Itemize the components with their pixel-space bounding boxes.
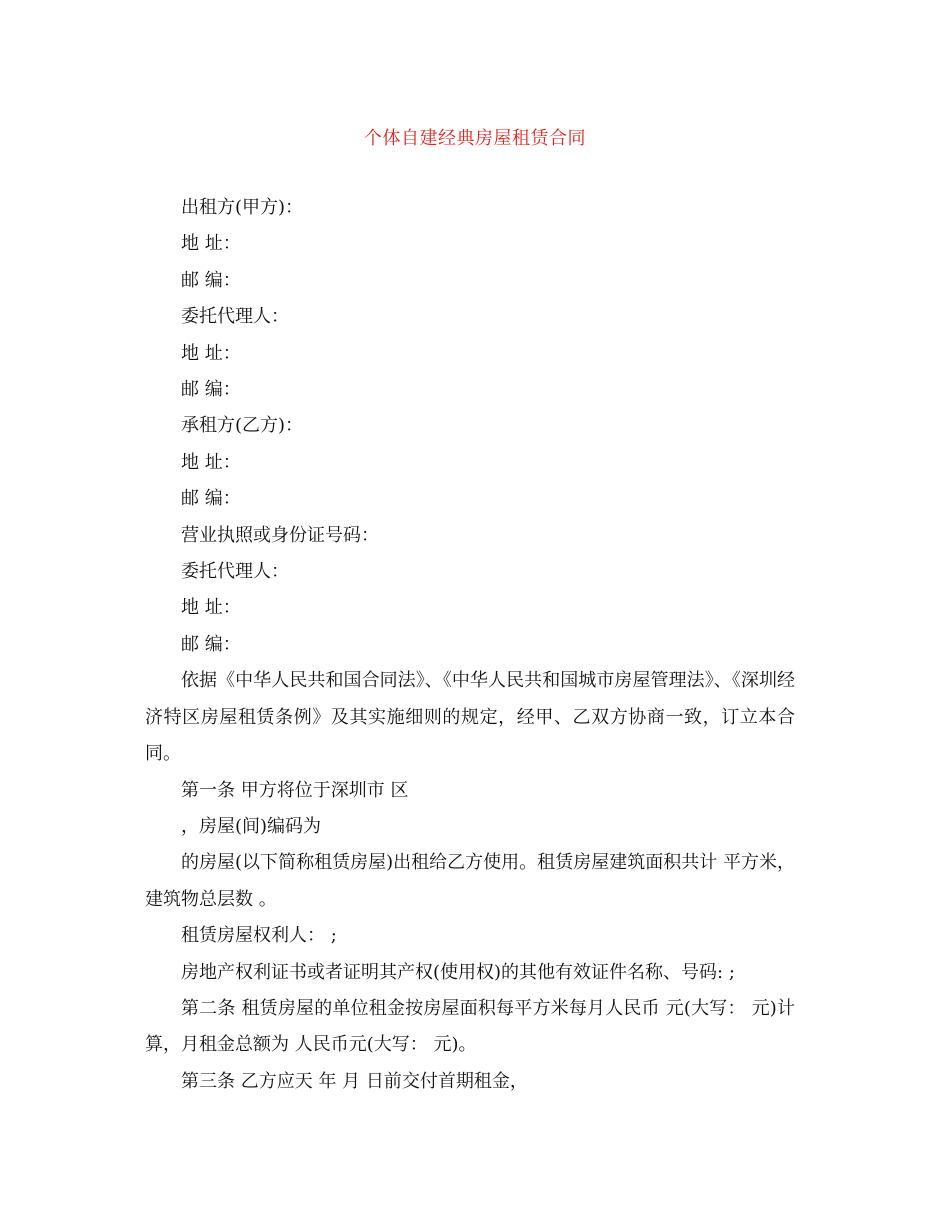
lessor-agent-address-label: 地 址： [181, 342, 241, 364]
article-2-rent: 第二条 租赁房屋的单位租金按房屋面积每平方米每月人民币 元(大写： 元)计算，月租金总额为 人民币元(大写： 元)。 [145, 997, 795, 1056]
document-title: 个体自建经典房屋租赁合同 [364, 128, 586, 149]
legal-basis-paragraph: 依据《中华人民共和国合同法》、《中华人民共和国城市房屋管理法》、《深圳经济特区房屋租赁条例》及其实施细则的规定，经甲、乙双方协商一致，订立本合同。 [145, 670, 795, 765]
lessee-agent-postcode-label: 邮 编： [181, 633, 241, 655]
article-3-payment: 第三条 乙方应天 年 月 日前交付首期租金， [181, 1070, 528, 1092]
property-certificate-line: 房地产权利证书或者证明其产权(使用权)的其他有效证件名称、号码: ; [181, 961, 735, 983]
lessor-address-label: 地 址： [181, 233, 241, 255]
lessor-postcode-label: 邮 编： [181, 269, 241, 291]
lessee-agent-address-label: 地 址： [181, 597, 241, 619]
lessor-agent-label: 委托代理人： [181, 306, 289, 328]
lessor-label: 出租方(甲方)： [181, 197, 304, 218]
article-1-area: 的房屋(以下简称租赁房屋)出租给乙方使用。租赁房屋建筑面积共计 平方米，建筑物总层数 。 [145, 852, 795, 910]
article-1-location: 第一条 甲方将位于深圳市 区 [181, 779, 409, 801]
lessee-address-label: 地 址： [181, 451, 241, 473]
lessor-agent-postcode-label: 邮 编： [181, 379, 241, 401]
lessee-postcode-label: 邮 编： [181, 488, 241, 510]
document-body [145, 190, 795, 1100]
article-1-house-code: ，房屋(间)编码为 [181, 815, 322, 837]
lessee-label: 承租方(乙方)： [181, 415, 304, 437]
lessee-id-label: 营业执照或身份证号码： [181, 524, 379, 546]
property-owner-line: 租赁房屋权利人： ; [181, 925, 337, 947]
lessee-agent-label: 委托代理人： [181, 561, 289, 583]
